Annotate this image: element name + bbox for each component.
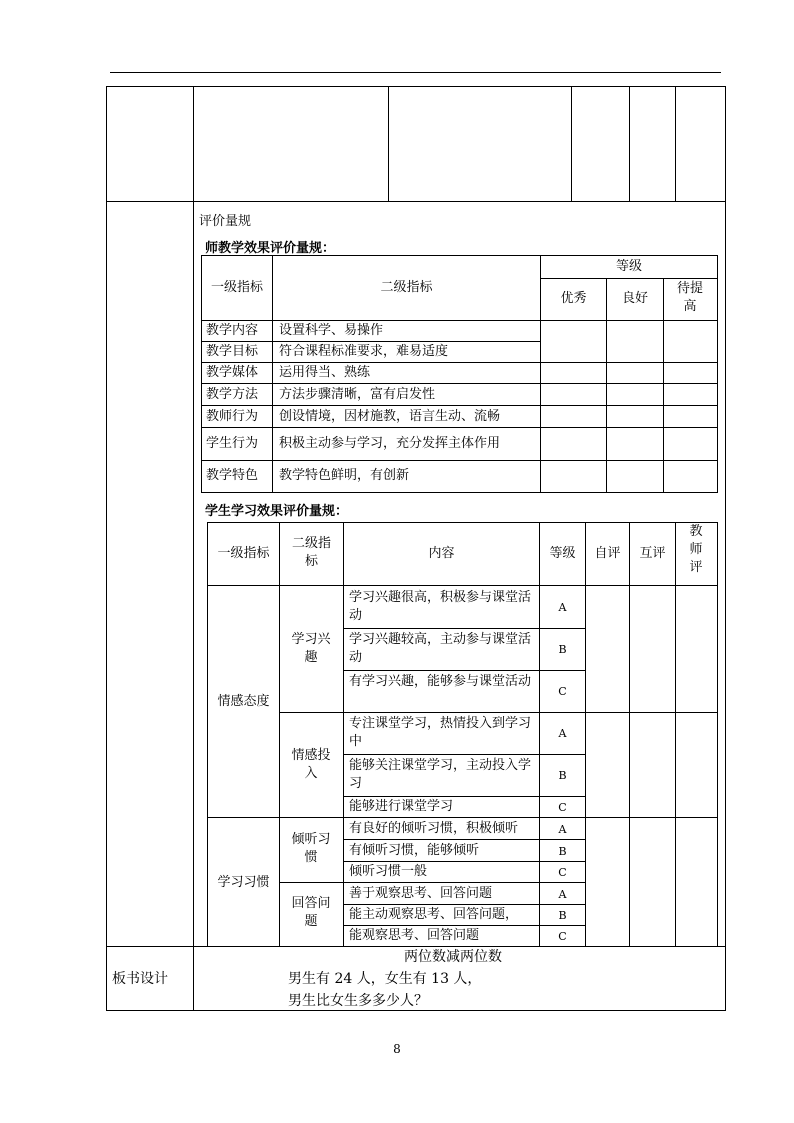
- item-grade: C: [558, 685, 567, 698]
- grade-cell: [606, 405, 664, 428]
- grade-cell: [540, 405, 607, 428]
- item-content: 能主动观察思考、回答问题，: [349, 907, 519, 922]
- top-cell-6: [675, 86, 726, 202]
- item-grade: A: [558, 601, 567, 614]
- teacher-table-title: 师教学效果评价量规：: [205, 241, 336, 256]
- grade-cell: [540, 383, 607, 406]
- teacher-cell: [675, 712, 718, 818]
- grade-cell: [663, 427, 718, 461]
- item-grade: B: [558, 845, 567, 858]
- sth-level2-label: 二级指标: [291, 536, 331, 569]
- item-content: 专注课堂学习，热情投入到学习中: [349, 716, 532, 749]
- item-grade: C: [558, 930, 567, 943]
- item-grade: B: [558, 643, 567, 656]
- grade-cell: [606, 383, 664, 406]
- item-grade: B: [558, 769, 567, 782]
- self-cell: [585, 712, 630, 818]
- eval-left-cell: [106, 201, 194, 947]
- row-l2: 创设情境，因材施教，语言生动、流畅: [279, 409, 501, 424]
- board-line1: 男生有 24 人，女生有 13 人，: [288, 971, 482, 987]
- item-content: 能够关注课堂学习，主动投入学习: [349, 758, 532, 791]
- grade-cell: [540, 320, 607, 363]
- board-title: 两位数减两位数: [404, 949, 502, 965]
- top-cell-5: [629, 86, 676, 202]
- item-content: 善于观察思考、回答问题: [349, 886, 493, 901]
- top-cell-4: [571, 86, 630, 202]
- top-cell-2: [193, 86, 389, 202]
- student-table-title: 学生学习效果评价量规：: [205, 504, 349, 519]
- row-l1: 教学媒体: [206, 365, 259, 380]
- sth-peer-label: 互评: [639, 546, 666, 561]
- sub-l2-label: 学习兴趣: [291, 632, 331, 665]
- row-l1: 学生行为: [206, 436, 259, 451]
- item-content: 学习兴趣较高，主动参与课堂活动: [349, 632, 532, 665]
- board-line2: 男生比女生多多少人？: [288, 993, 428, 1009]
- item-content: 有学习兴趣，能够参与课堂活动: [349, 674, 532, 689]
- grade-cell: [663, 460, 718, 493]
- sub-l2-label: 情感投入: [291, 748, 331, 781]
- grade-cell: [540, 362, 607, 384]
- item-grade: A: [558, 823, 567, 836]
- grade-cell: [663, 320, 718, 363]
- grade-cell: [663, 383, 718, 406]
- item-content: 学习兴趣很高，积极参与课堂活动: [349, 590, 532, 623]
- group-l1-label: 情感态度: [217, 694, 270, 709]
- top-cell-1: [106, 86, 194, 202]
- sub-l2-label: 回答问题: [291, 896, 331, 929]
- th-improve-label: 待提高: [676, 281, 703, 314]
- self-cell: [585, 817, 630, 947]
- grade-cell: [606, 362, 664, 384]
- peer-cell: [629, 817, 676, 947]
- row-l1: 教学方法: [206, 387, 259, 402]
- th-grade-label: 等级: [615, 259, 642, 274]
- board-label: 板书设计: [112, 971, 168, 987]
- item-content: 有倾听习惯，能够倾听: [349, 843, 480, 858]
- sth-grade-label: 等级: [549, 546, 576, 561]
- item-content: 能观察思考、回答问题: [349, 928, 480, 943]
- item-content: 倾听习惯一般: [349, 864, 428, 879]
- row-l1: 教学内容: [206, 323, 259, 338]
- sth-teacher-label: 教师评: [689, 524, 703, 575]
- row-l2: 设置科学、易操作: [279, 323, 384, 338]
- row-l2: 符合课程标准要求，难易适度: [279, 344, 449, 359]
- th-excellent-label: 优秀: [560, 291, 587, 306]
- group-l1-label: 学习习惯: [217, 875, 270, 890]
- teacher-cell: [675, 817, 718, 947]
- teacher-cell: [675, 585, 718, 713]
- row-l2: 运用得当、熟练: [279, 365, 371, 380]
- th-level1-label: 一级指标: [210, 280, 263, 295]
- item-grade: A: [558, 888, 567, 901]
- page-number: 8: [393, 1042, 401, 1056]
- self-cell: [585, 585, 630, 713]
- item-grade: A: [558, 727, 567, 740]
- sth-content-label: 内容: [428, 546, 455, 561]
- peer-cell: [629, 712, 676, 818]
- grade-cell: [606, 427, 664, 461]
- grade-cell: [663, 362, 718, 384]
- row-l1: 教师行为: [206, 409, 259, 424]
- sth-level1-label: 一级指标: [217, 546, 270, 561]
- grade-cell: [663, 405, 718, 428]
- grade-cell: [540, 427, 607, 461]
- row-l2: 方法步骤清晰，富有启发性: [279, 387, 436, 402]
- item-content: 能够进行课堂学习: [349, 799, 454, 814]
- grade-cell: [540, 460, 607, 493]
- section-title: 评价量规: [199, 214, 252, 229]
- sub-l2-label: 倾听习惯: [291, 832, 331, 865]
- sth-self-label: 自评: [594, 546, 621, 561]
- item-content: 有良好的倾听习惯，积极倾听: [349, 821, 519, 836]
- grade-cell: [606, 320, 664, 363]
- row-l2: 积极主动参与学习，充分发挥主体作用: [279, 436, 501, 451]
- grade-cell: [606, 460, 664, 493]
- peer-cell: [629, 585, 676, 713]
- row-l1: 教学特色: [206, 468, 259, 483]
- item-grade: C: [558, 801, 567, 814]
- th-level2-label: 二级指标: [380, 280, 433, 295]
- item-grade: C: [558, 866, 567, 879]
- row-l2: 教学特色鲜明，有创新: [279, 468, 410, 483]
- item-grade: B: [558, 909, 567, 922]
- header-rule: [110, 72, 721, 73]
- th-good-label: 良好: [621, 291, 648, 306]
- row-l1: 教学目标: [206, 344, 259, 359]
- top-cell-3: [388, 86, 572, 202]
